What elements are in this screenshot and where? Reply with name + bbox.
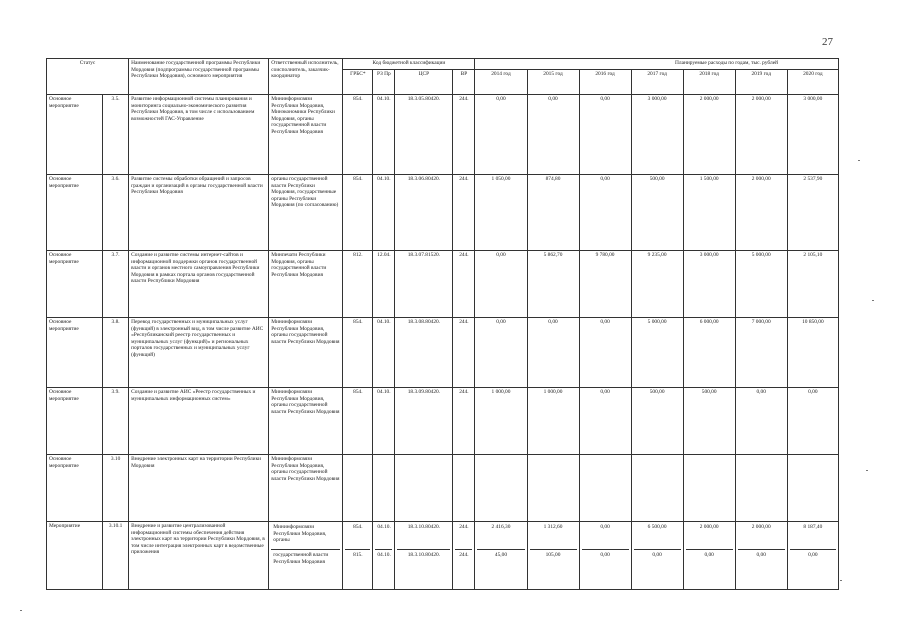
row-status: Основное мероприятие [47,455,103,522]
row-value-2014: 1 050,00 [475,175,527,251]
row-value-2015 [527,522,579,590]
row-value-2020: 2 105,10 [787,251,838,318]
row-rzpr: 04.10. [373,95,395,175]
row-grbs: 854. [343,388,373,455]
header-year: 2018 год [683,70,735,95]
row-value-2016 [579,455,631,522]
row-value-2014 [475,522,527,590]
row-value-2019: 2 000,00 [735,95,787,175]
scan-speck [840,580,842,581]
header-year: 2014 год [475,70,527,95]
row-number: 3.10.1 [103,522,129,590]
subrow-value: 8 187,40 [803,524,823,530]
row-value-2020 [787,455,838,522]
row-csr: 18.3.06.80420. [395,175,453,251]
header-year: 2020 год [787,70,838,95]
row-responsible: органы государственной власти Республики Мордовия, государственные органы Республики Мордовия (по согласованию) [269,175,343,251]
row-status: Основное мероприятие [47,251,103,318]
table-row [47,388,839,455]
row-value-2018: 1 500,00 [683,175,735,251]
scan-speck [872,300,874,301]
row-value-2019 [735,455,787,522]
row-value-2017: 9 235,00 [631,251,683,318]
row-vr: 244. [453,175,475,251]
row-status: Мероприятие [47,522,103,590]
row-value-2016: 9 780,00 [579,251,631,318]
table-header [47,59,839,95]
subrow-value: 2 000,00 [699,524,719,530]
row-value-2015: 0,00 [527,95,579,175]
table-row [47,318,839,388]
row-rzpr: 04.10. [373,388,395,455]
row-responsible: Мининформсвязи Республики Мордовия, органы государственной власти Республики Мордовия [269,318,343,388]
row-value-2020: 0,00 [787,388,838,455]
row-rzpr: 12.04. [373,251,395,318]
header-name: Наименование государственной программы Республики Мордовия (подпрограммы государственной программы Республики Мордовия), основного мероприятия [129,59,269,95]
row-value-2015: 874,80 [527,175,579,251]
header-status: Статус [47,59,129,95]
row-value-2019: 0,00 [735,388,787,455]
row-value-2016: 0,00 [579,318,631,388]
header-year: 2017 год [631,70,683,95]
row-vr: 244. [453,95,475,175]
header-budget-code: Код бюджетной классификации [343,59,475,70]
row-csr [395,455,453,522]
row-value-2015: 1 000,00 [527,388,579,455]
header-year: 2016 год [579,70,631,95]
row-responsible [269,522,343,590]
row-responsible: Мининформсвязи Республики Мордовия, органы государственной власти Республики Мордовия [269,455,343,522]
scan-speck [866,470,868,471]
row-name: Внедрение и развитие централизованной информационной системы обеспечения действия электронных карт на территории Республики Мордовия, в том числе интеграция электронных карт в ведомственные приложения [129,522,269,590]
row-csr: 18.3.05.80420. [395,95,453,175]
header-year: 2019 год [735,70,787,95]
row-vr [453,455,475,522]
row-value-2014: 1 000,00 [475,388,527,455]
subrow-value: 18.3.10.80420. [407,524,441,530]
row-value-2020 [787,522,838,590]
row-vr [453,522,475,590]
subrow-value: 18.3.10.80420. [397,549,450,582]
row-value-2017 [631,522,683,590]
row-status: Основное мероприятие [47,388,103,455]
subrow-value: 1 312,60 [543,524,563,530]
header-rzpr: РЗ Пр [373,70,395,95]
table-row [47,455,839,522]
row-value-2017: 500,00 [631,388,683,455]
header-year: 2015 год [527,70,579,95]
subrow-value: 815. [345,549,370,582]
row-status: Основное мероприятие [47,318,103,388]
row-value-2015 [527,455,579,522]
subrow-value: 0,00 [582,549,629,582]
row-value-2015: 0,00 [527,318,579,388]
table-body [47,95,839,590]
row-rzpr [373,522,395,590]
budget-table [46,58,839,590]
row-name: Создание и развитие АИС «Реестр государственных и муниципальных информационных систем» [129,388,269,455]
row-value-2016: 0,00 [579,95,631,175]
row-vr: 244. [453,388,475,455]
row-value-2015: 5 862,70 [527,251,579,318]
row-number: 3.7. [103,251,129,318]
row-number: 3.6. [103,175,129,251]
row-value-2018: 500,00 [683,388,735,455]
row-name: Перевод государственных и муниципальных услуг (функций) в электронный вид, в том числе развитие АИС «Республиканский реестр государственных и муниципальных услуг (функций)» и региональных порталов государственных и муниципальных услуг (функций) [129,318,269,388]
subrow-value: 04.10. [375,549,392,582]
subrow-value: 2 416,30 [491,524,511,530]
row-value-2014 [475,455,527,522]
row-vr: 244. [453,251,475,318]
row-csr: 18.3.07.81520. [395,251,453,318]
subrow-value: 0,00 [738,549,785,582]
row-value-2020: 3 000,00 [787,95,838,175]
row-value-2014: 0,00 [475,318,527,388]
subrow-value: 2 000,00 [751,524,771,530]
scan-speck [20,610,22,611]
row-value-2018 [683,455,735,522]
row-value-2016: 0,00 [579,388,631,455]
row-value-2018: 2 000,00 [683,95,735,175]
row-grbs [343,522,373,590]
subrow-value: 244. [459,524,469,530]
table-row [47,522,839,590]
table-row [47,95,839,175]
row-responsible: Минпечати Республики Мордовия, органы государственной власти Республики Мордовия [269,251,343,318]
row-value-2019: 2 000,00 [735,175,787,251]
subrow-value: 244. [455,549,472,582]
row-value-2018 [683,522,735,590]
subrow-value: 04.10. [377,524,391,530]
subrow-value: 0,00 [634,549,681,582]
header-vr: ВР [453,70,475,95]
header-responsible: Ответственный исполнитель, соисполнитель, заказчик-координатор [269,59,343,95]
table-row [47,175,839,251]
row-value-2018: 6 000,00 [683,318,735,388]
page-number: 27 [822,36,833,48]
row-csr: 18.3.08.80420. [395,318,453,388]
subrow-value: 105,00 [530,549,577,582]
row-value-2016 [579,522,631,590]
row-responsible-part: Мининформсвязи Республики Мордовия, органы [273,524,327,544]
row-value-2020: 2 537,90 [787,175,838,251]
subrow-value: 0,00 [600,524,610,530]
row-number: 3.9. [103,388,129,455]
row-value-2020: 10 850,00 [787,318,838,388]
header-expenses: Планируемые расходы по годам, тыс. рублей [475,59,839,70]
row-grbs [343,455,373,522]
row-value-2014: 0,00 [475,95,527,175]
subrow-value: 0,00 [686,549,733,582]
row-vr: 244. [453,318,475,388]
row-value-2019: 7 000,00 [735,318,787,388]
row-value-2017: 3 000,00 [631,95,683,175]
row-value-2019 [735,522,787,590]
subrow-value: 854. [353,524,363,530]
header-csr: ЦСР [395,70,453,95]
row-number: 3.5. [103,95,129,175]
row-value-2017: 5 000,00 [631,318,683,388]
row-number: 3.8. [103,318,129,388]
row-rzpr: 04.10. [373,318,395,388]
row-value-2014: 0,00 [475,251,527,318]
row-name: Внедрение электронных карт на территории Республики Мордовия [129,455,269,522]
row-value-2017 [631,455,683,522]
row-number: 3.10 [103,455,129,522]
row-grbs: 854. [343,318,373,388]
subrow-value: 45,00 [477,549,524,582]
row-status: Основное мероприятие [47,175,103,251]
subrow-value: 0,00 [790,549,836,582]
row-rzpr: 04.10. [373,175,395,251]
row-grbs: 854. [343,95,373,175]
budget-table-container [46,58,839,590]
subrow-value: 6 500,00 [647,524,667,530]
row-value-2016: 0,00 [579,175,631,251]
row-value-2019: 5 000,00 [735,251,787,318]
row-rzpr [373,455,395,522]
row-csr [395,522,453,590]
row-name: Развитие системы обработки обращений и запросов граждан и организаций в органы государственной власти Республики Мордовия [129,175,269,251]
row-csr: 18.3.09.80420. [395,388,453,455]
row-status: Основное мероприятие [47,95,103,175]
row-grbs: 812. [343,251,373,318]
scan-speck [858,160,860,161]
row-value-2018: 3 000,00 [683,251,735,318]
row-name: Развитие информационной системы планирования и мониторинга социально-экономического развития Республики Мордовия, в том числе с использованием возможностей ГАС-Управление [129,95,269,175]
row-responsible: Мининформсвязи Республики Мордовия, органы государственной власти Республики Мордовия [269,388,343,455]
row-responsible-part: государственной власти Республики Мордовия [271,549,340,582]
row-responsible: Мининформсвязи Республики Мордовия, Минэкономики Республики Мордовия, органы государственной власти Республики Мордовия [269,95,343,175]
table-row [47,251,839,318]
row-value-2017: 500,00 [631,175,683,251]
header-grbs: ГРБС* [343,70,373,95]
row-name: Создание и развитие системы интернет-сайтов и информационной поддержки органов государственной власти и органов местного самоуправления Республики Мордовия в рамках портала органов государственной власти Республики Мордовия [129,251,269,318]
row-grbs: 854. [343,175,373,251]
